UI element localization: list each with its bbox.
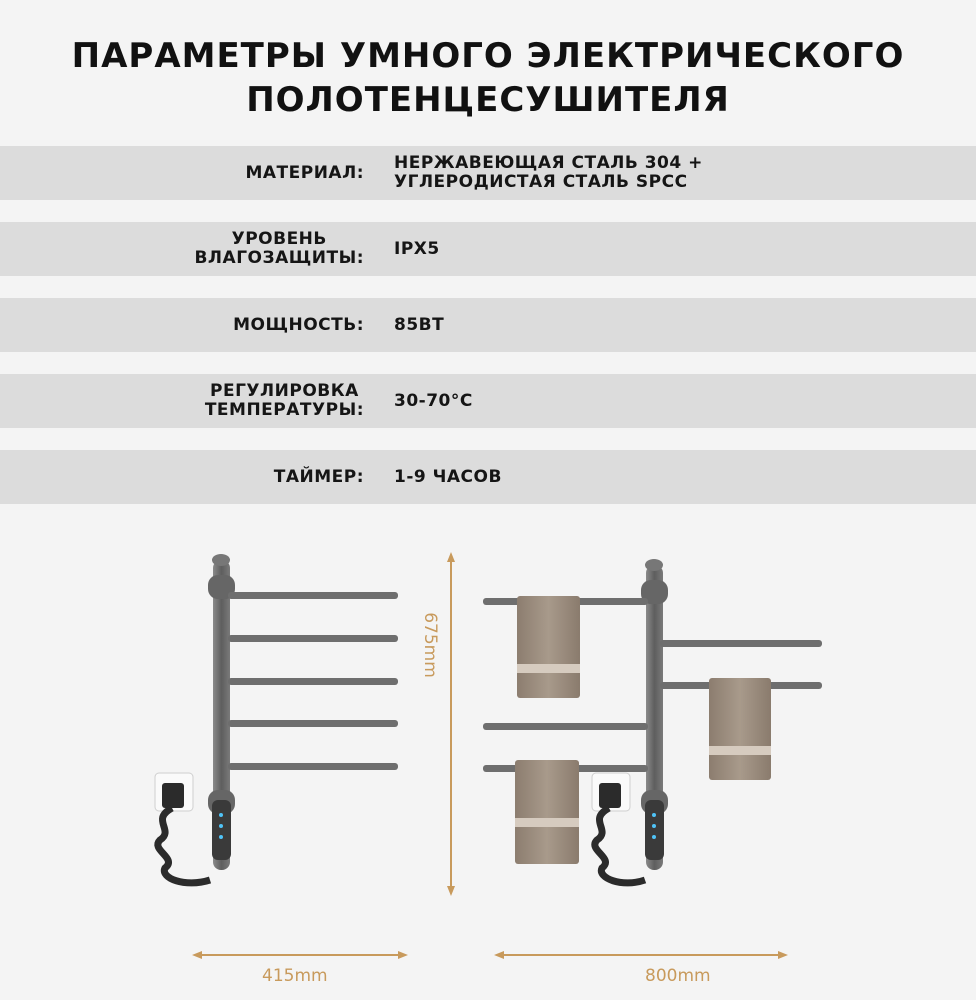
spec-value: 30-70°C xyxy=(394,390,473,411)
spec-value: IPX5 xyxy=(394,238,440,259)
open-dryer-drawing xyxy=(483,559,822,883)
spec-label: ТАЙМЕР: xyxy=(273,466,364,487)
width-folded-label: 415mm xyxy=(262,966,328,986)
spec-label: МОЩНОСТЬ: xyxy=(233,314,364,335)
height-label: 675mm xyxy=(420,612,440,678)
spec-value: НЕРЖАВЕЮЩАЯ СТАЛЬ 304 + УГЛЕРОДИСТАЯ СТАЛЬ SPCC xyxy=(394,153,703,192)
spec-value: 85ВТ xyxy=(394,314,445,335)
height-dimension xyxy=(447,552,455,896)
width-dimension-folded xyxy=(192,951,408,959)
spec-label: УРОВЕНЬ ВЛАГОЗАЩИТЫ: xyxy=(194,229,364,268)
title-line-2: ПОЛОТЕНЦЕСУШИТЕЛЯ xyxy=(246,80,730,120)
spec-label: РЕГУЛИРОВКА ТЕМПЕРАТУРЫ: xyxy=(204,381,364,420)
spec-value: 1-9 ЧАСОВ xyxy=(394,466,502,487)
width-dimension-open xyxy=(494,951,788,959)
title-line-1: ПАРАМЕТРЫ УМНОГО ЭЛЕКТРИЧЕСКОГО xyxy=(71,36,905,76)
folded-dryer-drawing xyxy=(155,554,398,883)
spec-label: МАТЕРИАЛ: xyxy=(245,162,364,183)
width-open-label: 800mm xyxy=(645,966,711,986)
